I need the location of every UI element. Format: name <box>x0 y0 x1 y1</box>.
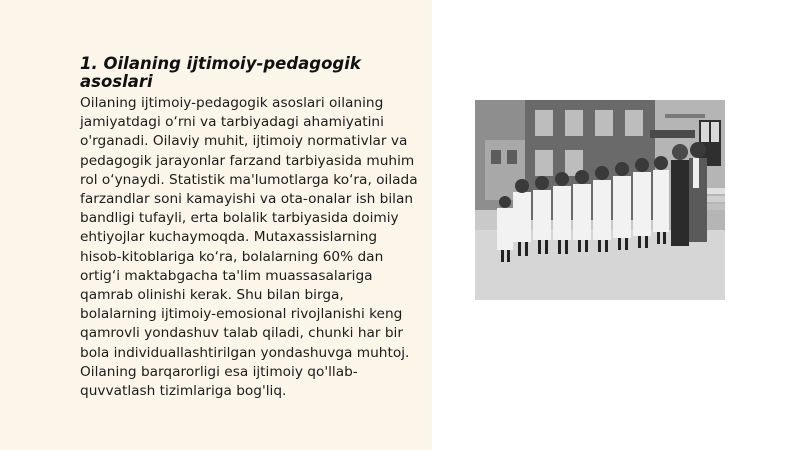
slide-heading: 1. Oilaning ijtimoiy-pedagogik asoslari <box>80 54 361 91</box>
group-photo <box>475 100 725 300</box>
slide-body-text: Oilaning ijtimoiy-pedagogik asoslari oilaning jamiyatdagi o‘rni va tarbiyadagi ahamiyatini o'rganadi. Oilaviy muhit, ijtimoiy normativlar va pedagogik jarayonlar farzand tarbiyasida muhim rol o‘ynaydi. Statistik ma'lumotlarga ko‘ra, oilada farzandlar soni kamayishi va ota-onalar ish bilan bandligi tufayli, erta bolalik tarbiyasida doimiy ehtiyojlar kuchaymoqda. Mutaxassislarning hisob-kitoblariga ko‘ra, bolalarning 60% dan ortig‘i maktabgacha ta'lim muassasalariga qamrab olinishi kerak. Shu bilan birga, bolalarning ijtimoiy-emosional rivojlanishi keng qamrovli yondashuv talab qiladi, chunki har bir bola individuallashtirilgan yondashuvga muhtoj. Oilaning barqarorligi esa ijtimoiy qo'llab-quvvatlash tizimlariga bog'liq. <box>80 95 418 400</box>
